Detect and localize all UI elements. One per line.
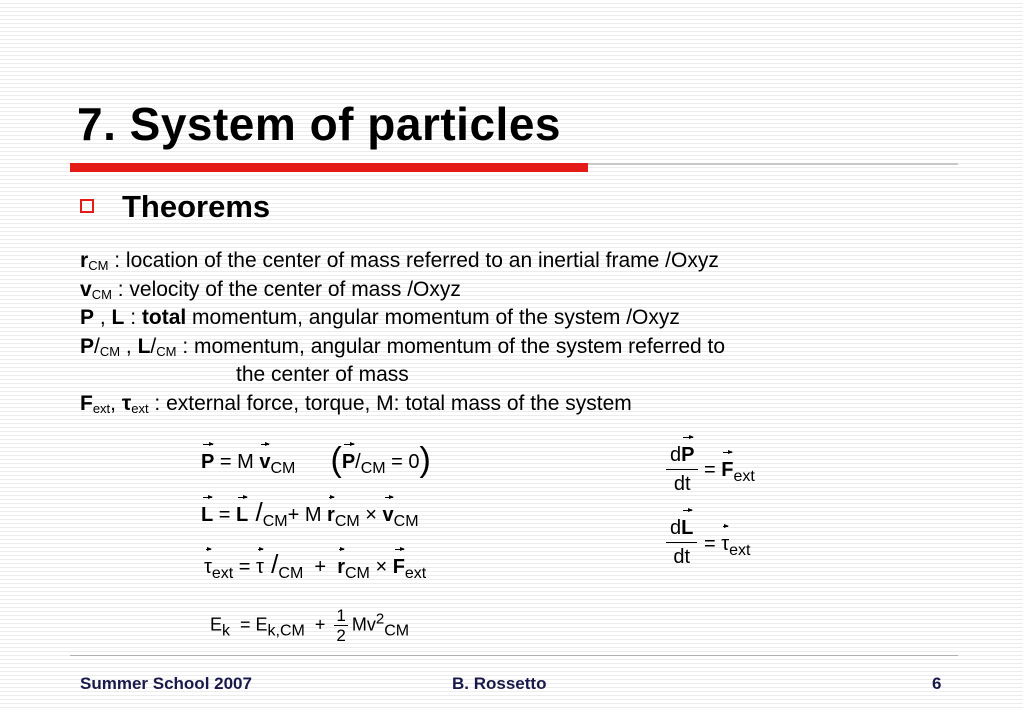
paren-open: ( — [330, 441, 342, 479]
symbol-d: d — [670, 517, 682, 539]
equation-momentum — [201, 441, 431, 479]
vector-l: L — [201, 504, 214, 526]
equation-text: Mv — [351, 614, 376, 635]
symbol-e: E — [210, 614, 223, 635]
definition-line-f-tau — [80, 390, 725, 419]
equation-text: = — [213, 504, 237, 526]
definition-line-p-l — [80, 304, 725, 333]
equation-text: = M — [214, 451, 260, 473]
equation-text: = E — [230, 614, 268, 635]
fraction-dp-dt — [666, 443, 698, 496]
subscript: CM — [270, 460, 296, 477]
subscript: ext — [729, 542, 751, 559]
vector-v: v — [259, 451, 271, 473]
fraction-one-half — [334, 606, 347, 645]
definition-text: : location of the center of mass referred to an inertial frame /Oxyz — [108, 249, 719, 272]
subscript: CM — [384, 622, 410, 640]
vector-f: F — [721, 459, 734, 481]
subscript: ext — [131, 400, 149, 416]
vector-r: r — [327, 504, 335, 526]
subscript: CM — [91, 286, 112, 302]
vector-r: r — [337, 556, 345, 578]
subscript: CM — [393, 513, 419, 530]
subscript: CM — [88, 258, 109, 273]
subscript: CM — [262, 513, 288, 530]
vector-l: L — [681, 517, 694, 539]
symbol-l: L — [111, 306, 125, 329]
subscript: ext — [211, 565, 234, 582]
subscript: CM — [360, 460, 386, 477]
title-underline-accent — [70, 163, 588, 172]
separator: , — [94, 306, 112, 329]
vector-p: P — [681, 444, 695, 466]
footer-divider — [70, 655, 958, 656]
footer-author: B. Rossetto — [452, 674, 547, 693]
vector-f: F — [392, 556, 405, 578]
symbol-v: v — [80, 277, 92, 301]
separator: : — [124, 306, 142, 329]
subscript: CM — [334, 513, 360, 530]
superscript: 2 — [375, 610, 385, 628]
equation-text: = — [704, 459, 722, 481]
vector-tau: τ — [256, 556, 264, 578]
numerator — [666, 443, 698, 470]
denominator: dt — [673, 546, 691, 568]
symbol-l: L — [137, 334, 151, 358]
section-heading: Theorems — [122, 189, 271, 224]
equation-newton-second-law — [704, 458, 755, 485]
definition-text: momentum, angular momentum of the system /Oxyz — [186, 306, 680, 329]
subscript: CM — [156, 343, 177, 359]
definition-text: the center of mass — [236, 363, 409, 386]
equation-text: = — [704, 533, 722, 555]
equation-kinetic-energy — [210, 606, 409, 645]
definitions-block — [80, 247, 725, 418]
equation-text: + — [304, 614, 331, 635]
vector-tau: τ — [204, 556, 212, 578]
vector-v: v — [382, 504, 394, 526]
definition-text: : velocity of the center of mass /Oxyz — [111, 277, 461, 301]
slash: / — [263, 549, 279, 579]
subscript: CM — [278, 565, 304, 582]
slash: / — [94, 334, 100, 358]
symbol-d: d — [670, 444, 682, 466]
fraction-dl-dt — [666, 516, 697, 569]
times-symbol: × — [359, 504, 383, 526]
definition-line-v — [80, 276, 725, 305]
definition-line-continuation — [80, 361, 725, 390]
page-number: 6 — [932, 674, 942, 693]
slash: / — [150, 334, 157, 358]
equation-text: = — [233, 556, 257, 578]
symbol-f: F — [80, 391, 93, 415]
subscript: ext — [733, 468, 755, 485]
slash: / — [248, 497, 263, 527]
equation-text: = 0 — [385, 451, 420, 473]
definition-text: : external force, torque, M: total mass of the system — [148, 391, 632, 415]
numerator: 1 — [336, 606, 346, 625]
emphasis-total: total — [141, 306, 187, 329]
symbol-p: P — [80, 306, 95, 329]
definition-line-p-l-cm — [80, 333, 725, 362]
vector-l: L — [236, 504, 249, 526]
equation-angular-momentum-theorem — [704, 532, 751, 559]
subscript: CM — [99, 343, 121, 359]
footer-event: Summer School 2007 — [80, 674, 252, 693]
equation-text: + M — [287, 504, 328, 526]
equation-text: + — [303, 556, 338, 578]
vector-tau: τ — [721, 533, 730, 555]
subscript: CM — [345, 565, 370, 582]
subscript: k,CM — [267, 622, 305, 640]
symbol-p: P — [80, 334, 95, 358]
separator: , — [110, 391, 122, 415]
numerator — [666, 516, 697, 543]
subscript: ext — [404, 565, 427, 582]
square-bullet-icon — [80, 199, 94, 213]
paren-close: ) — [419, 441, 431, 479]
equation-angular-momentum — [201, 497, 419, 530]
denominator: dt — [673, 473, 691, 495]
denominator: 2 — [336, 626, 346, 645]
times-symbol: × — [369, 556, 393, 578]
subscript: k — [222, 622, 231, 640]
equation-torque — [204, 549, 427, 582]
vector-p: P — [341, 451, 356, 473]
subscript: ext — [92, 400, 111, 416]
separator: , — [120, 334, 138, 358]
definition-text: : momentum, angular momentum of the system referred to — [176, 334, 726, 358]
slash: / — [355, 451, 361, 473]
symbol-r: r — [80, 249, 89, 272]
slide-title: 7. System of particles — [77, 98, 561, 150]
title-underline-rule — [588, 163, 958, 165]
symbol-tau: τ — [121, 391, 132, 415]
vector-p: P — [201, 451, 215, 473]
definition-line-r — [80, 247, 725, 276]
